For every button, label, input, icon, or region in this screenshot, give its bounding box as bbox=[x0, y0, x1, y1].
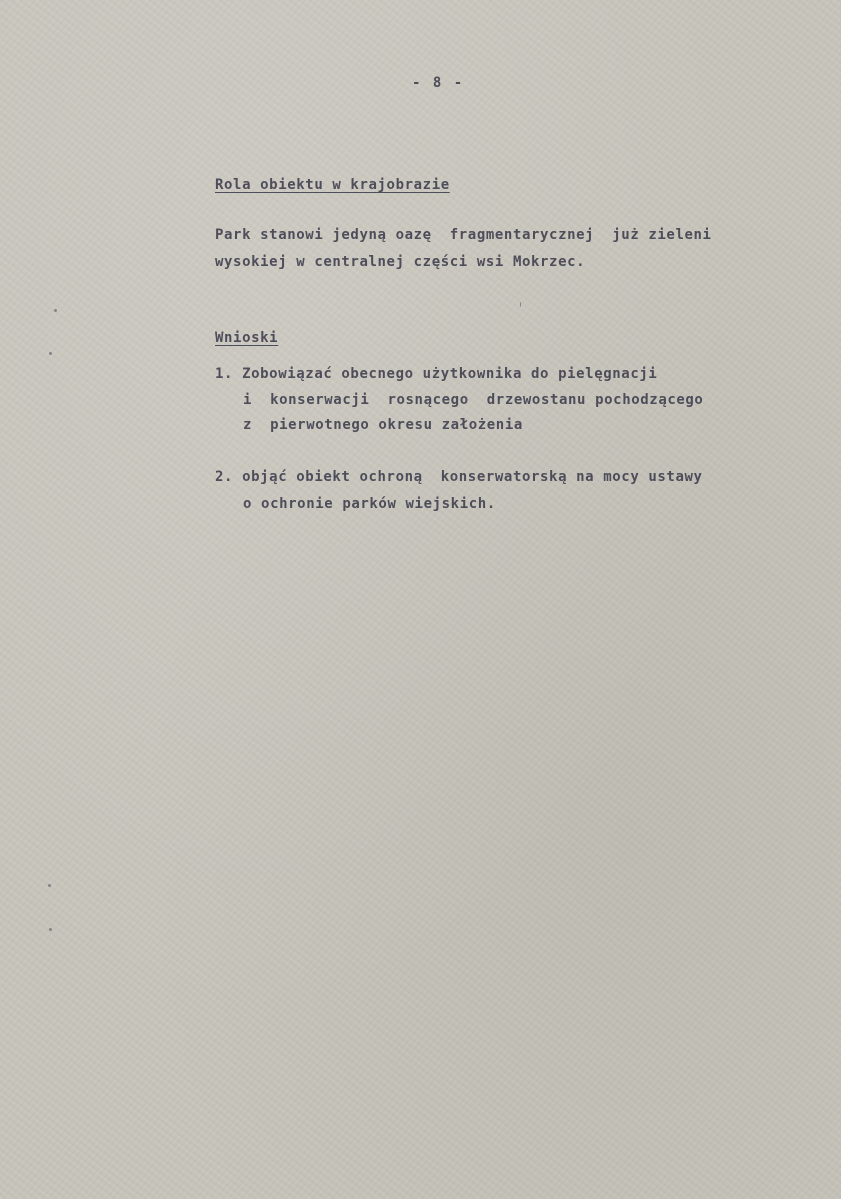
list-item-line: z pierwotnego okresu założenia bbox=[243, 417, 523, 433]
paragraph-line: wysokiej w centralnej części wsi Mokrzec. bbox=[215, 254, 586, 270]
paper-speck bbox=[48, 884, 51, 887]
section-heading-conclusions: Wnioski bbox=[215, 330, 279, 346]
paper-speck bbox=[49, 928, 52, 931]
list-item-line: 1. Zobowiązać obecnego użytkownika do pielęgnacji bbox=[215, 366, 658, 382]
paragraph-line: Park stanowi jedyną oazę fragmentarycznej już zieleni bbox=[215, 227, 712, 243]
list-item-line: i konserwacji rosnącego drzewostanu pochodzącego bbox=[243, 392, 704, 408]
paper-speck bbox=[54, 309, 57, 312]
section-heading-role: Rola obiektu w krajobrazie bbox=[215, 177, 450, 193]
paper-speck bbox=[520, 302, 521, 307]
list-item-line: 2. objąć obiekt ochroną konserwatorską na mocy ustawy bbox=[215, 469, 703, 485]
list-item-line: o ochronie parków wiejskich. bbox=[243, 496, 496, 512]
page-number: - 8 - bbox=[412, 75, 465, 91]
paper-speck bbox=[49, 352, 52, 355]
